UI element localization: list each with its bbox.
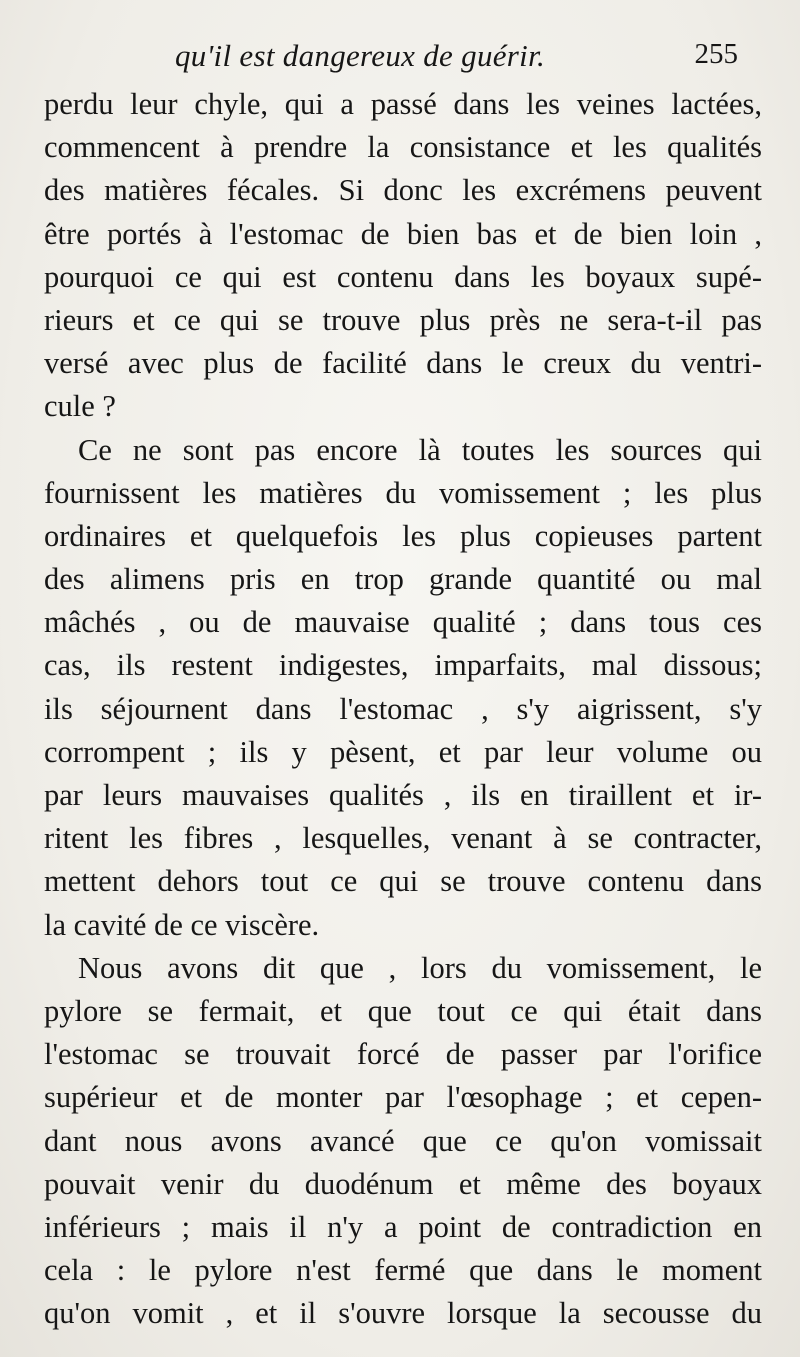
- text-line: versé avec plus de facilité dans le creux du ventri-: [44, 346, 762, 381]
- text-line: inférieurs ; mais il n'y a point de contradiction en: [44, 1209, 762, 1244]
- text-line: mettent dehors tout ce qui se trouve contenu dans: [44, 864, 762, 899]
- paragraph-1: [44, 83, 762, 429]
- text-line: pourquoi ce qui est contenu dans les boyaux supé-: [44, 259, 762, 294]
- text-line: l'estomac se trouvait forcé de passer par l'orifice: [44, 1037, 762, 1072]
- text-line: perdu leur chyle, qui a passé dans les veines lactées,: [44, 87, 762, 121]
- text-line: cas, ils restent indigestes, imparfaits, mal dissous;: [44, 648, 762, 683]
- page-header: [0, 38, 800, 88]
- text-line: cela : le pylore n'est fermé que dans le moment: [44, 1253, 762, 1288]
- paragraph-3: [44, 947, 762, 1336]
- text-line: cule ?: [44, 389, 116, 424]
- text-line: pouvait venir du duodénum et même des boyaux: [44, 1166, 762, 1201]
- paragraph-2: [44, 429, 762, 947]
- text-line: des matières fécales. Si donc les excrémens peuvent: [44, 173, 762, 208]
- running-title: qu'il est dangereux de guérir.: [175, 38, 546, 73]
- text-line: supérieur et de monter par l'œsophage ; et cepen-: [44, 1080, 762, 1115]
- text-line: par leurs mauvaises qualités , ils en tiraillent et ir-: [44, 778, 762, 812]
- text-line: des alimens pris en trop grande quantité ou mal: [44, 562, 762, 597]
- text-line: la cavité de ce viscère.: [44, 907, 320, 942]
- text-line: ritent les fibres , lesquelles, venant à se contracter,: [44, 821, 762, 856]
- text-line: pylore se fermait, et que tout ce qui était dans: [44, 993, 762, 1028]
- text-line: ils séjournent dans l'estomac , s'y aigrissent, s'y: [44, 691, 762, 726]
- text-line: commencent à prendre la consistance et les qualités: [44, 130, 762, 165]
- text-line: Nous avons dit que , lors du vomissement, le: [78, 950, 762, 985]
- text-line: corrompent ; ils y pèsent, et par leur volume ou: [44, 734, 762, 769]
- text-line: ordinaires et quelquefois les plus copieuses partent: [44, 518, 762, 553]
- text-line: qu'on vomit , et il s'ouvre lorsque la secousse du: [44, 1296, 762, 1331]
- text-line: être portés à l'estomac de bien bas et de bien loin ,: [44, 216, 762, 251]
- text-line: fournissent les matières du vomissement ; les plus: [44, 475, 762, 510]
- page-body: [44, 83, 762, 1335]
- page-number: 255: [694, 38, 738, 70]
- text-line: Ce ne sont pas encore là toutes les sources qui: [78, 432, 762, 467]
- text-line: dant nous avons avancé que ce qu'on vomissait: [44, 1123, 762, 1158]
- text-line: rieurs et ce qui se trouve plus près ne sera-t-il pas: [44, 302, 762, 337]
- text-line: mâchés , ou de mauvaise qualité ; dans tous ces: [44, 605, 762, 640]
